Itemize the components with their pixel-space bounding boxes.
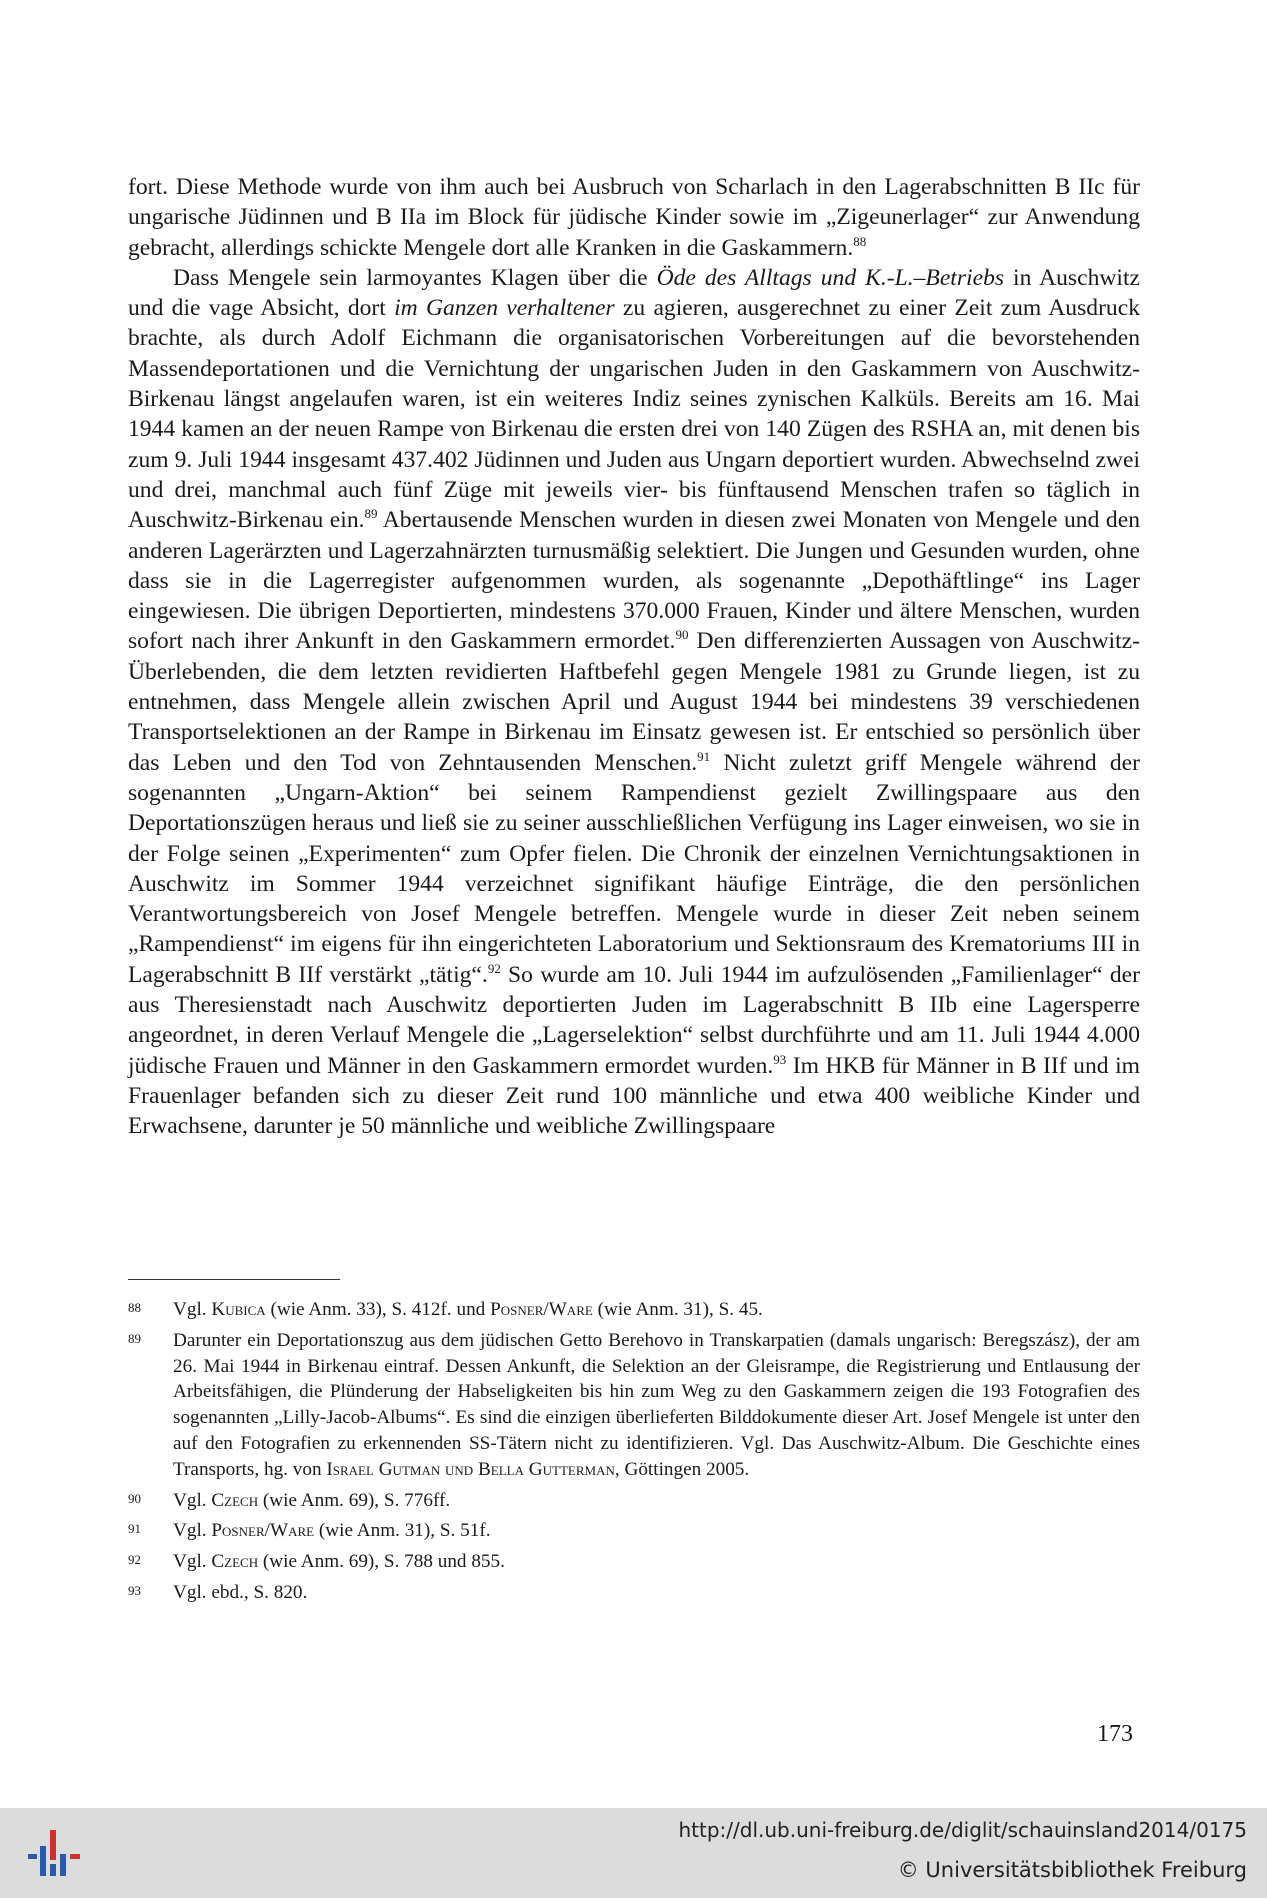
footnote-number: 91 <box>128 1521 141 1537</box>
footnote-91: 91 Vgl. Posner/Ware (wie Anm. 31), S. 51f. <box>128 1518 1140 1544</box>
paragraph-2: Dass Mengele sein larmoyantes Klagen über die Öde des Alltags und K.-L.–Betriebs in Auschwitz und die vage Absicht, dort im Ganzen verhaltener zu agieren, ausgerechnet zu einer Zeit zum Ausdruck brachte, als durch Adolf Eichmann die organisatorischen Vorbereitungen auf die bevorstehenden Massendeportationen und die Vernichtung der ungarischen Juden in den Gaskammern von Auschwitz-Birkenau längst angelaufen waren, ist ein weiteres Indiz seines zynischen Kalküls. Bereits am 16. Mai 1944 kamen an der neuen Rampe von Birkenau die ersten drei von 140 Zügen des RSHA an, mit denen bis zum 9. Juli 1944 insgesamt 437.402 Jüdinnen und Juden aus Ungarn deportiert wurden. Abwechselnd zwei und drei, manchmal auch fünf Züge mit jeweils vier- bis fünftausend Menschen trafen so täglich in Auschwitz-Birkenau ein.$^{89}$ Abertausende Menschen wurden in diesen zwei Monaten von Mengele und den anderen Lagerärzten und Lagerzahnärzten turnusmäßig selektiert. Die Jungen und Gesunden wurden, ohne dass sie in die Lagerregister aufgenommen wurden, als sogenannte „Depothäftlinge“ ins Lager eingewiesen. Die übrigen Deportierten, mindestens 370.000 Frauen, Kinder und ältere Menschen, wurden sofort nach ihrer Ankunft in den Gaskammern ermordet.$^{90}$ Den differenzierten Aussagen von Auschwitz-Überlebenden, die dem letzten revidierten Haftbefehl gegen Mengele 1981 zu Grunde liegen, ist zu entnehmen, dass Mengele allein zwischen April und August 1944 bei mindestens 39 verschiedenen Transportselektionen an der Rampe in Birkenau im Einsatz gewesen ist. Er entschied so persönlich über das Leben und den Tod von Zehntausenden Menschen.$^{91}$ Nicht zuletzt griff Mengele während der sogenannten „Ungarn-Aktion“ bei seinem Rampendienst gezielt Zwillingspaare aus den Deportationszügen heraus und ließ sie zu seiner ausschließlichen Verfügung ins Lager einweisen, wo sie in der Folge seinen „Experimenten“ zum Opfer fielen. Die Chronik der einzelnen Vernichtungsaktionen in Auschwitz im Sommer 1944 verzeichnet signifikant häufige Einträge, die den persönlichen Verantwortungsbereich von Josef Mengele betreffen. Mengele wurde in dieser Zeit neben seinem „Rampendienst“ im eigens für ihn eingerichteten Laboratorium und Sektionsraum des Krematoriums III in Lagerabschnitt B IIf verstärkt „tätig“.$^{92}$ So wurde am 10. Juli 1944 im aufzulösenden „Familienlager“ der aus Theresienstadt nach Auschwitz deportierten Juden im Lagerabschnitt B IIb eine Lagersperre angeordnet, in deren Verlauf Mengele die „Lagerselektion“ selbst durchführte und am 11. Juli 1944 4.000 jüdische Frauen und Männer in den Gaskammern ermordet wurden.$^{93}$ Im HKB für Männer in B IIf und im Frauenlager befanden sich zu dieser Zeit rund 100 männliche und etwa 400 weibliche Kinder und Erwachsene, darunter je 50 männliche und weibliche Zwillingspaare <box>128 264 1141 1140</box>
footnote-92: 92 Vgl. Czech (wie Anm. 69), S. 788 und 855. <box>128 1549 1140 1575</box>
library-logo-icon[interactable] <box>28 1830 80 1882</box>
footnote-number: 88 <box>128 1300 141 1315</box>
footer-bar <box>0 1808 1267 1898</box>
footnotes <box>128 1297 1140 1611</box>
footnote-90: 90 Vgl. Czech (wie Anm. 69), S. 776ff. <box>128 1488 1140 1514</box>
copyright-text: © Universitätsbibliothek Freiburg <box>897 1858 1247 1882</box>
footnote-number: 93 <box>128 1582 141 1598</box>
body-text <box>128 172 1140 1142</box>
footnote-89: 89 Darunter ein Deportationszug aus dem jüdischen Getto Berehovo in Transkarpatien (damals ungarisch: Beregszász), der am 26. Mai 1944 in Birkenau eintraf. Dessen Ankunft, die Selektion an der Gleisrampe, die Registrierung und Entlausung der Arbeitsfähigen, die Plünderung der Habseligkeiten bis hin zum Weg zu den Gaskammern zeigen die 193 Fotografien des sogenannten „Lilly-Jacob-Albums“. Es sind die einzigen überlieferten Bilddokumente dieser Art. Josef Mengele ist unter den auf den Fotografien zu erkennenden SS-Tätern nicht zu identifizieren. Vgl. Das Auschwitz-Album. Die Geschichte eines Transports, hg. von Israel Gutman und Bella Gutterman, Göttingen 2005. <box>128 1328 1140 1483</box>
footnote-number: 90 <box>128 1490 141 1506</box>
footnote-ref-88[interactable]: 88 <box>853 233 867 249</box>
footnote-number: 89 <box>128 1330 141 1346</box>
paragraph-1: fort. Diese Methode wurde von ihm auch bei Ausbruch von Scharlach in den Lagerabschnitten B IIc für ungarische Jüdinnen und B IIa im Block für jüdische Kinder sowie im „Zigeunerlager“ zur Anwendung gebracht, allerdings schickte Mengele dort alle Kranken in die Gaskammern.$^{88}$ <box>128 174 1140 261</box>
footnote-ref-93[interactable]: 93 <box>773 1051 787 1067</box>
page-number: 173 <box>1097 1721 1133 1747</box>
footnote-ref-92[interactable]: 92 <box>487 960 501 976</box>
footnote-ref-90[interactable]: 90 <box>675 627 689 643</box>
footnote-number: 92 <box>128 1552 141 1568</box>
footnote-ref-89[interactable]: 89 <box>364 506 378 522</box>
footnote-ref-91[interactable]: 91 <box>697 748 711 764</box>
footnote-93: 93 Vgl. ebd., S. 820. <box>128 1580 1140 1606</box>
permalink-url[interactable]: http://dl.ub.uni-freiburg.de/diglit/schauinsland2014/0175 <box>678 1818 1247 1842</box>
footnote-88: 88 Vgl. Kubica (wie Anm. 33), S. 412f. und Posner/Ware (wie Anm. 31), S. 45. <box>128 1297 1140 1323</box>
footnote-divider <box>128 1279 340 1280</box>
